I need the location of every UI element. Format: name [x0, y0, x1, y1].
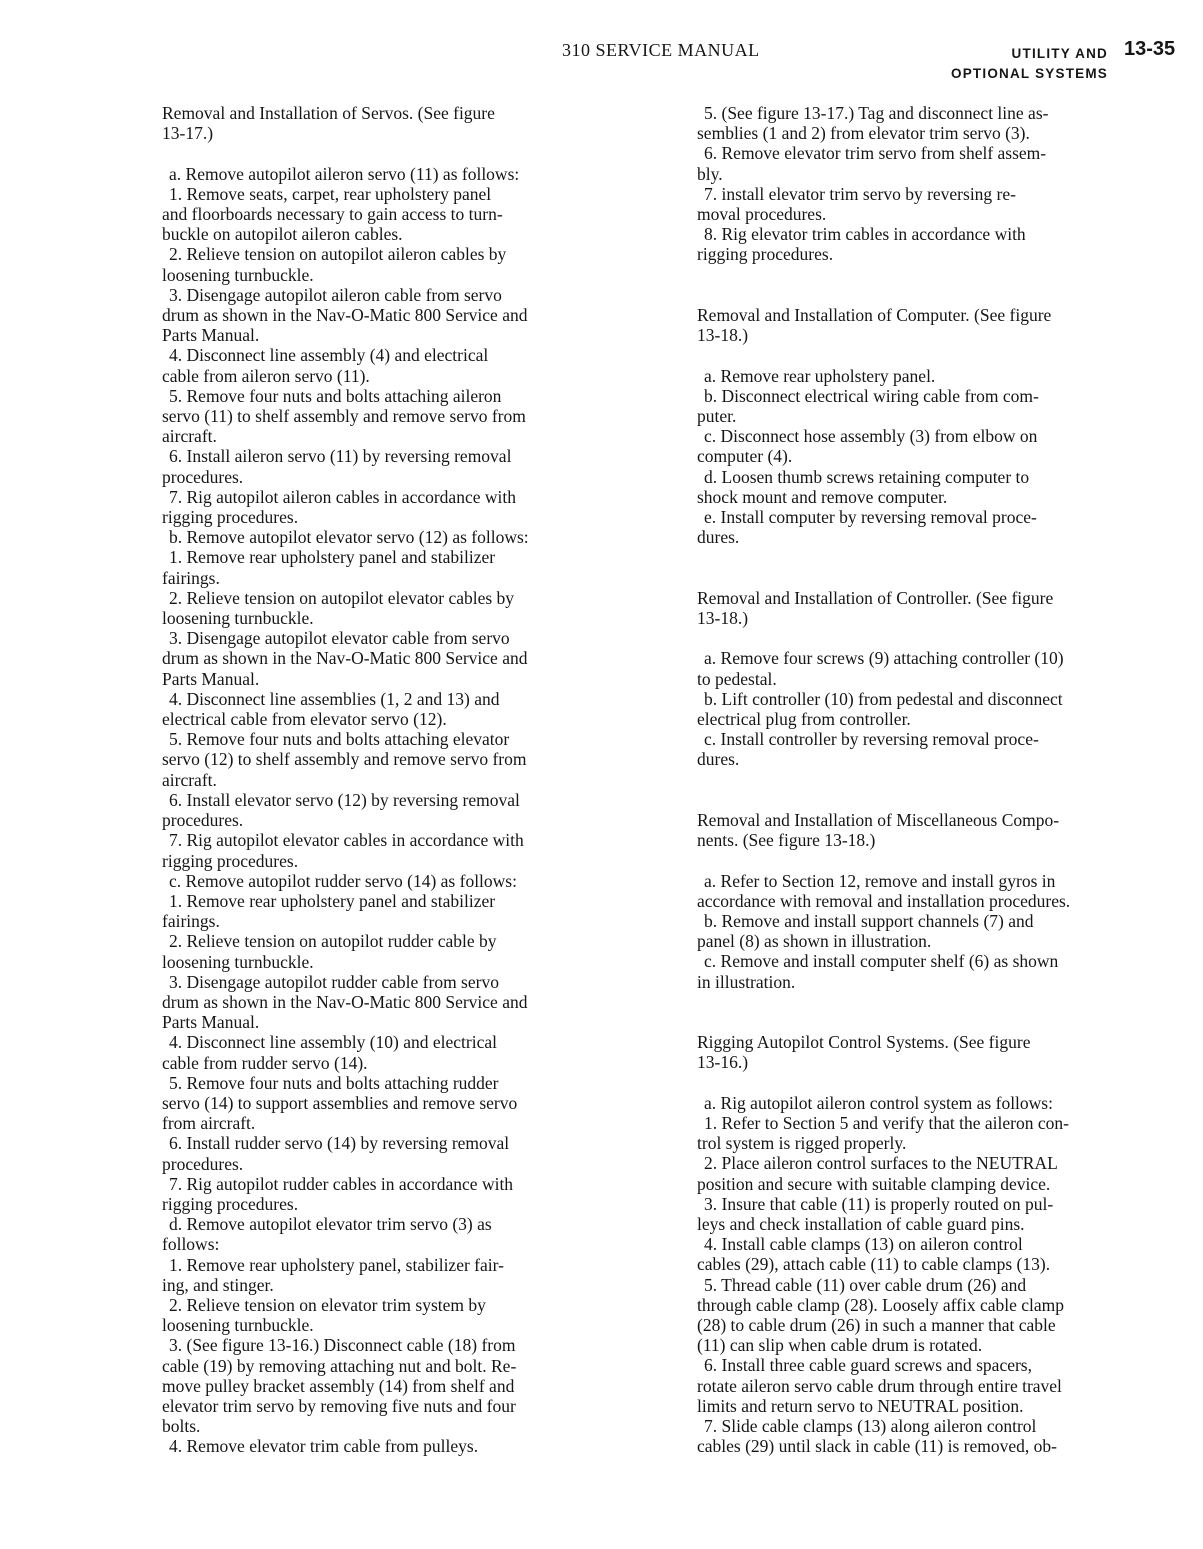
text-line: bolts.	[162, 1416, 201, 1437]
text-line: rigging procedures.	[162, 850, 299, 871]
paragraph-spacer	[697, 1073, 1182, 1093]
text-line: fairings.	[162, 567, 220, 588]
text-line: shock mount and remove computer.	[697, 486, 948, 507]
text-line: a. Refer to Section 12, remove and install gyros in	[704, 870, 1056, 891]
step-b-elevator-servo: b. Remove autopilot elevator servo (12) as follows:	[169, 527, 529, 548]
text-line: 2. Relieve tension on autopilot aileron cables by	[169, 244, 507, 265]
right-column	[697, 103, 1182, 1456]
paragraph-spacer	[697, 628, 1182, 648]
text-line: 1. Remove seats, carpet, rear upholstery panel	[169, 183, 492, 204]
text-line: servo (11) to shelf assembly and remove servo from	[162, 406, 526, 427]
text-line: rotate aileron servo cable drum through entire travel	[697, 1375, 1062, 1396]
paragraph-spacer	[697, 992, 1182, 1012]
text-line: 6. Install elevator servo (12) by reversing removal	[169, 789, 520, 810]
text-line: 6. Install aileron servo (11) by reversing removal	[169, 446, 512, 467]
text-line: procedures.	[162, 1153, 244, 1174]
text-line: (11) can slip when cable drum is rotated.	[697, 1335, 983, 1356]
text-line: 4. Disconnect line assembly (4) and electrical	[169, 345, 489, 366]
text-line: Parts Manual.	[162, 325, 260, 346]
section-title	[918, 44, 1108, 84]
paragraph-spacer	[697, 850, 1182, 870]
section-heading-misc-cont: nents. (See figure 13-18.)	[697, 830, 876, 851]
text-line: 2. Place aileron control surfaces to the NEUTRAL	[704, 1153, 1058, 1174]
text-line: rigging procedures.	[162, 507, 299, 528]
section-heading-misc: Removal and Installation of Miscellaneous Compo-	[697, 809, 1060, 830]
text-line: bly.	[697, 163, 723, 184]
text-line: computer (4).	[697, 446, 793, 467]
paragraph-spacer	[697, 547, 1182, 567]
text-line: drum as shown in the Nav-O-Matic 800 Service and	[162, 991, 528, 1012]
text-line: 4. Remove elevator trim cable from pulleys.	[169, 1436, 479, 1457]
text-line: Parts Manual.	[162, 668, 260, 689]
paragraph-spacer	[697, 285, 1182, 305]
text-line: b. Disconnect electrical wiring cable from com-	[704, 385, 1039, 406]
text-line: c. Install controller by reversing removal proce-	[704, 729, 1039, 750]
section-title-line-1: UTILITY AND	[1011, 46, 1108, 61]
paragraph-spacer	[162, 143, 650, 163]
text-line: move pulley bracket assembly (14) from shelf and	[162, 1375, 515, 1396]
text-line: b. Lift controller (10) from pedestal and disconnect	[704, 688, 1063, 709]
page-number: 13-35	[1124, 38, 1176, 60]
text-line: 3. (See figure 13-16.) Disconnect cable (18) from	[169, 1335, 516, 1356]
left-column	[162, 103, 650, 1457]
text-line: servo (12) to shelf assembly and remove servo from	[162, 749, 527, 770]
text-line: 3. Disengage autopilot elevator cable from servo	[169, 628, 510, 649]
text-line: 4. Disconnect line assemblies (1, 2 and 13) and	[169, 688, 500, 709]
paragraph-spacer	[697, 1012, 1182, 1032]
text-line: from aircraft.	[162, 1113, 256, 1134]
text-line: trol system is rigged properly.	[697, 1133, 907, 1154]
text-line: (28) to cable drum (26) in such a manner that cable	[697, 1315, 1056, 1335]
text-line: cable from aileron servo (11).	[162, 365, 370, 386]
step-a-aileron-servo: a. Remove autopilot aileron servo (11) as follows:	[169, 163, 520, 184]
section-heading-computer-cont: 13-18.)	[697, 325, 749, 346]
text-line: 3. Insure that cable (11) is properly routed on pul-	[704, 1193, 1054, 1214]
text-line: e. Install computer by reversing removal proce-	[704, 507, 1037, 528]
text-line: 7. Rig autopilot aileron cables in accordance with	[169, 486, 516, 507]
text-line: 5. Remove four nuts and bolts attaching rudder	[169, 1072, 499, 1093]
text-line: a. Remove rear upholstery panel.	[704, 365, 936, 386]
text-line: a. Remove four screws (9) attaching controller (10)	[704, 648, 1064, 669]
text-line: elevator trim servo by removing five nuts and four	[162, 1395, 516, 1416]
section-heading-controller-cont: 13-18.)	[697, 608, 749, 628]
text-line: 4. Install cable clamps (13) on aileron control	[704, 1234, 1023, 1255]
text-line: semblies (1 and 2) from elevator trim servo (3).	[697, 123, 1030, 144]
text-line: rigging procedures.	[162, 1193, 299, 1214]
paragraph-spacer	[697, 790, 1182, 810]
text-line: 3. Disengage autopilot rudder cable from servo	[169, 971, 499, 992]
text-line: loosening turnbuckle.	[162, 264, 314, 285]
text-line: cable (19) by removing attaching nut and bolt. Re-	[162, 1355, 517, 1376]
text-line: 6. Install three cable guard screws and spacers,	[704, 1355, 1032, 1376]
text-line: b. Remove and install support channels (7) and	[704, 910, 1034, 931]
section-heading-rigging: Rigging Autopilot Control Systems. (See figure	[697, 1032, 1031, 1053]
text-line: 7. Slide cable clamps (13) along aileron control	[704, 1416, 1037, 1437]
text-line: rigging procedures.	[697, 244, 834, 265]
text-line: cable from rudder servo (14).	[162, 1052, 368, 1073]
text-line: buckle on autopilot aileron cables.	[162, 224, 403, 245]
paragraph-spacer	[697, 770, 1182, 790]
text-line: puter.	[697, 406, 737, 426]
text-line: d. Loosen thumb screws retaining computer to	[704, 466, 1030, 487]
text-line: drum as shown in the Nav-O-Matic 800 Service and	[162, 648, 528, 669]
text-line: 1. Remove rear upholstery panel and stabilizer	[169, 890, 496, 911]
section-title-line-2: OPTIONAL SYSTEMS	[951, 66, 1108, 81]
text-line: 3. Disengage autopilot aileron cable from servo	[169, 284, 502, 305]
text-line: dures.	[697, 527, 740, 548]
text-line: electrical cable from elevator servo (12).	[162, 709, 447, 730]
text-line: ing, and stinger.	[162, 1274, 274, 1295]
section-heading-controller: Removal and Installation of Controller. (See figure	[697, 587, 1054, 608]
manual-title: 310 SERVICE MANUAL	[562, 40, 760, 60]
text-line: fairings.	[162, 911, 220, 932]
text-line: aircraft.	[162, 769, 217, 790]
text-line: Parts Manual.	[162, 1012, 260, 1033]
text-line: loosening turnbuckle.	[162, 951, 314, 972]
text-line: 1. Remove rear upholstery panel and stabilizer	[169, 547, 496, 568]
text-line: moval procedures.	[697, 204, 827, 225]
text-line: leys and check installation of cable guard pins.	[697, 1213, 1025, 1234]
text-line: 7. Rig autopilot elevator cables in accordance with	[169, 830, 524, 851]
text-line: 7. Rig autopilot rudder cables in accordance with	[169, 1173, 514, 1194]
text-line: procedures.	[162, 810, 244, 831]
text-line: 5. Remove four nuts and bolts attaching aileron	[169, 385, 502, 406]
text-line: cables (29) until slack in cable (11) is removed, ob-	[697, 1436, 1057, 1457]
text-line: 2. Relieve tension on autopilot elevator cables by	[169, 587, 515, 608]
text-line: to pedestal.	[697, 668, 777, 689]
paragraph-spacer	[697, 265, 1182, 285]
section-heading-servos-cont: 13-17.)	[162, 123, 214, 144]
text-line: c. Remove and install computer shelf (6) as shown	[704, 951, 1059, 972]
text-line: cables (29), attach cable (11) to cable clamps (13).	[697, 1254, 1051, 1275]
section-heading-computer: Removal and Installation of Computer. (See figure	[697, 305, 1052, 325]
text-line: 6. Remove elevator trim servo from shelf assem-	[704, 143, 1047, 164]
text-line: limits and return servo to NEUTRAL position.	[697, 1395, 1024, 1416]
text-line: position and secure with suitable clamping device.	[697, 1173, 1051, 1194]
text-line: 1. Remove rear upholstery panel, stabilizer fair-	[169, 1254, 504, 1275]
text-line: c. Disconnect hose assembly (3) from elbow on	[704, 426, 1038, 447]
text-line: through cable clamp (28). Loosely affix cable clamp	[697, 1294, 1065, 1315]
text-line: servo (14) to support assemblies and remove servo	[162, 1092, 518, 1113]
text-line: 7. install elevator trim servo by reversing re-	[704, 183, 1016, 204]
text-line: loosening turnbuckle.	[162, 1315, 314, 1336]
text-line: 1. Refer to Section 5 and verify that the aileron con-	[704, 1112, 1069, 1133]
text-line: 5. Thread cable (11) over cable drum (26) and	[704, 1274, 1027, 1295]
text-line: 5. Remove four nuts and bolts attaching elevator	[169, 729, 510, 750]
paragraph-spacer	[697, 568, 1182, 588]
text-line: in illustration.	[697, 971, 796, 992]
text-line: follows:	[162, 1234, 220, 1255]
text-line: panel (8) as shown in illustration.	[697, 931, 932, 952]
section-heading-rigging-cont: 13-16.)	[697, 1052, 749, 1073]
step-c-rudder-servo: c. Remove autopilot rudder servo (14) as follows:	[169, 870, 517, 891]
section-heading-servos: Removal and Installation of Servos. (See figure	[162, 103, 495, 123]
text-line: 6. Install rudder servo (14) by reversing removal	[169, 1133, 510, 1154]
text-line: loosening turnbuckle.	[162, 608, 314, 629]
text-line: procedures.	[162, 466, 244, 487]
paragraph-spacer	[697, 345, 1182, 365]
text-line: drum as shown in the Nav-O-Matic 800 Service and	[162, 305, 528, 326]
text-line: 4. Disconnect line assembly (10) and electrical	[169, 1032, 498, 1053]
text-line: 5. (See figure 13-17.) Tag and disconnect line as-	[704, 103, 1049, 123]
step-d-elevator-trim-servo: d. Remove autopilot elevator trim servo (3) as	[169, 1214, 492, 1235]
text-line: a. Rig autopilot aileron control system as follows:	[704, 1092, 1053, 1113]
text-line: dures.	[697, 749, 740, 770]
text-line: aircraft.	[162, 426, 217, 447]
text-line: accordance with removal and installation procedures.	[697, 890, 1071, 911]
text-line: electrical plug from controller.	[697, 709, 911, 729]
text-line: 2. Relieve tension on elevator trim system by	[169, 1294, 486, 1315]
text-line: and floorboards necessary to gain access to turn-	[162, 204, 503, 224]
text-line: 8. Rig elevator trim cables in accordance with	[704, 224, 1026, 245]
text-line: 2. Relieve tension on autopilot rudder cable by	[169, 931, 497, 952]
